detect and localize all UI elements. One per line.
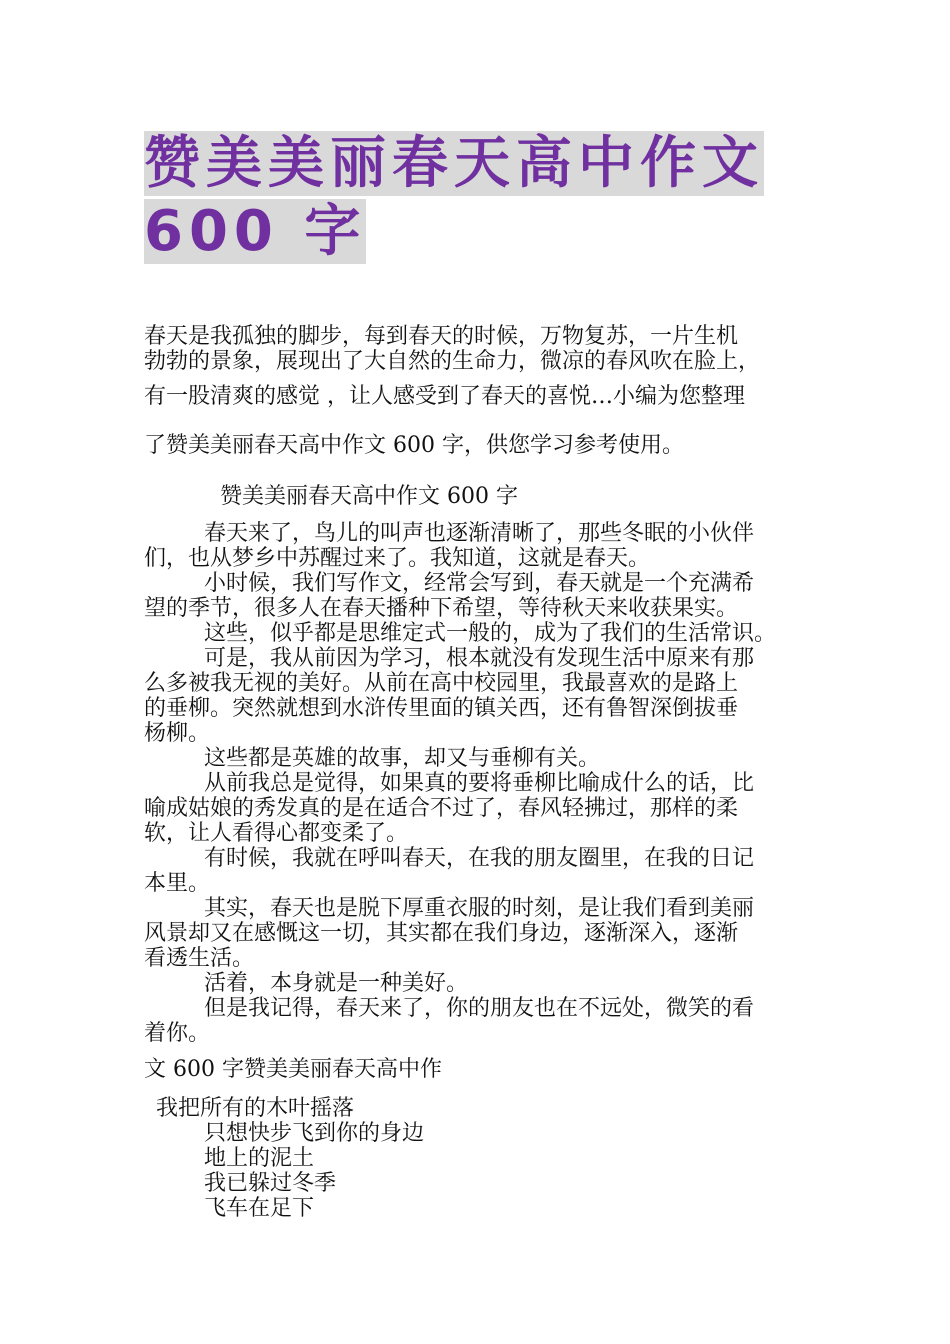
- body-line: 有时候，我就在呼叫春天，在我的朋友圈里，在我的日记: [204, 846, 755, 871]
- body-line: 但是我记得，春天来了，你的朋友也在不远处，微笑的看: [204, 996, 755, 1021]
- intro-paragraph: [144, 324, 810, 374]
- body-line: 这些，似乎都是思维定式一般的，成为了我们的生活常识。: [204, 621, 777, 646]
- body-line: 其实，春天也是脱下厚重衣服的时刻，是让我们看到美丽: [204, 896, 755, 921]
- essay-body: [144, 521, 810, 1046]
- body-line: 的垂柳。突然就想到水浒传里面的镇关西，还有鲁智深倒拔垂: [144, 696, 739, 721]
- body-line: 风景却又在感慨这一切，其实都在我们身边，逐渐深入，逐渐: [144, 921, 739, 946]
- body-line: 本里。: [144, 871, 211, 896]
- intro-line: 春天是我孤独的脚步，每到春天的时候，万物复苏，一片生机: [144, 324, 739, 349]
- poem-line: 地上的泥土: [204, 1146, 315, 1171]
- body-line: 活着，本身就是一种美好。: [204, 971, 469, 996]
- body-line: 着你。: [144, 1021, 211, 1046]
- poem-line: 我把所有的木叶摇落: [156, 1096, 355, 1121]
- body-line: 望的季节，很多人在春天播种下希望，等待秋天来收获果实。: [144, 596, 739, 621]
- body-line: 从前我总是觉得，如果真的要将垂柳比喻成什么的话，比: [204, 771, 755, 796]
- body-line: 软，让人看得心都变柔了。: [144, 821, 409, 846]
- body-line: 杨柳。: [144, 721, 211, 746]
- poem-line: 飞车在足下: [204, 1196, 315, 1221]
- tail-line: 文 600 字赞美美丽春天高中作: [144, 1057, 442, 1082]
- body-line: 喻成姑娘的秀发真的是在适合不过了，春风轻拂过，那样的柔: [144, 796, 739, 821]
- page-title: [144, 130, 814, 266]
- poem-line: 只想快步飞到你的身边: [204, 1121, 425, 1146]
- body-line: 们，也从梦乡中苏醒过来了。我知道，这就是春天。: [144, 546, 651, 571]
- poem: [144, 1096, 810, 1221]
- intro-line: 勃勃的景象，展现出了大自然的生命力，微凉的春风吹在脸上，: [144, 349, 761, 374]
- body-line: 看透生活。: [144, 946, 255, 971]
- poem-line: 我已躲过冬季: [204, 1171, 337, 1196]
- body-line: 这些都是英雄的故事，却又与垂柳有关。: [204, 746, 601, 771]
- body-line: 小时候，我们写作文，经常会写到，春天就是一个充满希: [204, 571, 755, 596]
- body-line: 春天来了，鸟儿的叫声也逐渐清晰了，那些冬眠的小伙伴: [204, 521, 755, 546]
- intro-line-3: 有一股清爽的感觉 ，让人感受到了春天的喜悦…小编为您整理: [144, 384, 745, 409]
- title-line-2: 600 字: [144, 199, 367, 264]
- body-line: 可是，我从前因为学习，根本就没有发现生活中原来有那: [204, 646, 755, 671]
- body-line: 么多被我无视的美好。从前在高中校园里，我最喜欢的是路上: [144, 671, 739, 696]
- section-subtitle: 赞美美丽春天高中作文 600 字: [220, 484, 518, 509]
- intro-line-4: 了赞美美丽春天高中作文 600 字，供您学习参考使用。: [144, 433, 684, 458]
- title-line-1: 赞美美丽春天高中作文: [144, 131, 764, 196]
